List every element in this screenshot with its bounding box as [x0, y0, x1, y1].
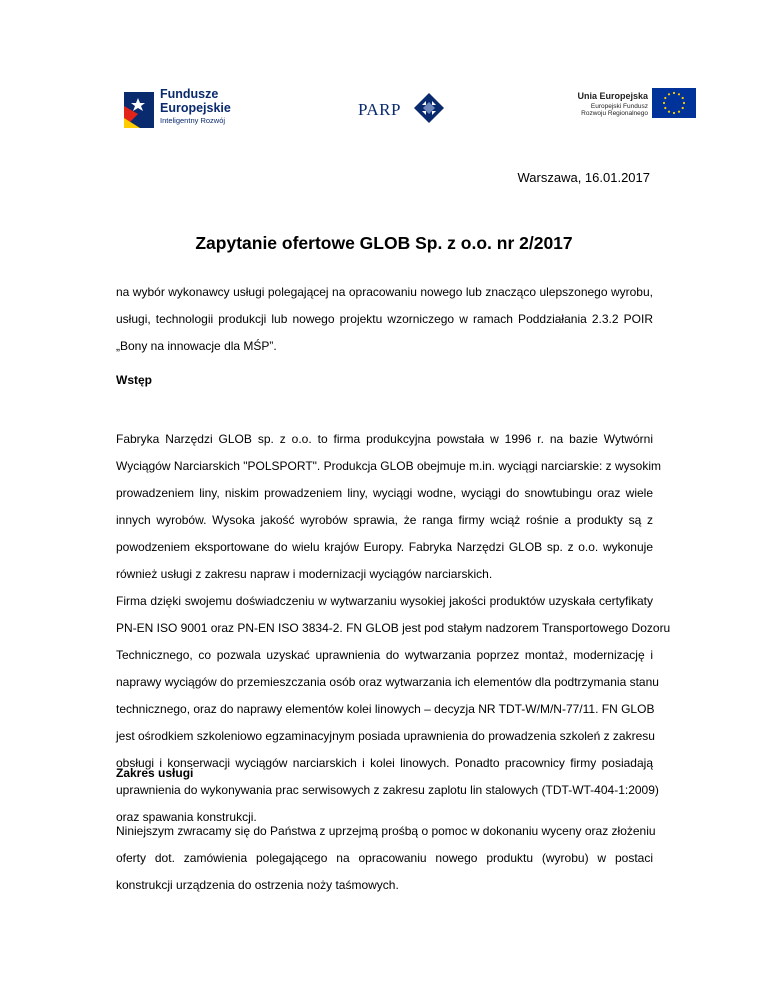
wstep-line: Technicznego, co pozwala uzyskać uprawnienia do wytwarzania poprzez montaż, modernizację i — [116, 648, 653, 662]
zakres-line: konstrukcji urządzenia do ostrzenia noży taśmowych. — [116, 878, 399, 892]
wstep-line: powodzeniem eksportowane do wielu krajów Europy. Fabryka Narzędzi GLOB sp. z o.o. wykonuje — [116, 540, 653, 554]
header-logos — [0, 84, 768, 134]
wstep-line: technicznego, oraz do naprawy elementów kolei linowych – decyzja NR TDT-W/M/N-77/11. FN GLOB — [116, 702, 655, 716]
intro-line: usługi, technologii produkcji lub nowego projektu wzorniczego w ramach Poddziałania 2.3.2 POIR — [116, 312, 653, 326]
eu-line1: Unia Europejska — [577, 91, 648, 101]
eu-line3: Rozwoju Regionalnego — [581, 110, 648, 118]
document-title: Zapytanie ofertowe GLOB Sp. z o.o. nr 2/2017 — [195, 233, 573, 253]
fundusze-europejskie-logo — [124, 86, 236, 134]
document-date: Warszawa, 16.01.2017 — [517, 170, 650, 185]
parp-text: PARP — [358, 100, 401, 119]
wstep-line: uprawnienia do wykonywania prac serwisowych z zakresu zaplotu lin stalowych (TDT-WT-404-1:2009) — [116, 783, 659, 797]
wstep-line: obsługi i konserwacji wyciągów narciarskich i kolei linowych. Ponadto pracownicy firmy posiadają — [116, 756, 653, 770]
section-heading-zakres: Zakres usługi — [116, 766, 194, 780]
wstep-line: naprawy wyciągów do przemieszczania osób oraz wytwarzania ich elementów dla podtrzymania stanu — [116, 675, 659, 689]
wstep-line: Fabryka Narzędzi GLOB sp. z o.o. to firma produkcyjna powstała w 1996 r. na bazie Wytwórni — [116, 432, 653, 446]
wstep-line: również usługi z zakresu napraw i modernizacji wyciągów narciarskich. — [116, 567, 493, 581]
intro-line: „Bony na innowacje dla MŚP”. — [116, 339, 277, 353]
fe-line3: Inteligentny Rozwój — [160, 116, 226, 125]
wstep-line: PN-EN ISO 9001 oraz PN-EN ISO 3834-2. FN GLOB jest pod stałym nadzorem Transportowego Dozoru — [116, 621, 671, 635]
eu-flag-icon — [652, 88, 696, 118]
wstep-line: Wyciągów Narciarskich "POLSPORT". Produkcja GLOB obejmuje m.in. wyciągi narciarskie: z wysokim — [116, 459, 662, 473]
intro-line: na wybór wykonawcy usługi polegającej na opracowaniu nowego lub znacząco ulepszonego wyrobu, — [116, 285, 653, 299]
fe-line2: Europejskie — [160, 100, 231, 115]
intro-paragraph — [116, 279, 653, 360]
wstep-line: prowadzeniem liny, niskim prowadzeniem liny, wyciągi wodne, wyciągi do snowtubingu oraz wiele — [116, 486, 653, 500]
fe-star-icon — [124, 92, 156, 128]
zakres-paragraph — [116, 818, 656, 899]
wstep-line: Firma dzięki swojemu doświadczeniu w wytwarzaniu wysokiej jakości produktów uzyskała certyfikaty — [116, 594, 653, 608]
zakres-line: oferty dot. zamówienia polegającego na opracowaniu nowego produktu (wyrobu) w postaci — [116, 851, 653, 865]
parp-logo — [358, 92, 448, 128]
section-heading-wstep: Wstęp — [116, 373, 152, 387]
zakres-line: Niniejszym zwracamy się do Państwa z uprzejmą prośbą o pomoc w dokonaniu wyceny oraz złożeniu — [116, 824, 656, 838]
wstep-line: oraz spawania konstrukcji. — [116, 810, 257, 824]
unia-europejska-logo — [560, 88, 700, 132]
fe-line1: Fundusze — [160, 87, 219, 101]
wstep-line: innych wyrobów. Wysoka jakość wyrobów sprawia, że ranga firmy wciąż rośnie a produkty są z — [116, 513, 653, 527]
eu-line2: Europejski Fundusz — [590, 103, 648, 111]
wstep-line: jest ośrodkiem szkoleniowo egzaminacyjnym posiada uprawnienia do prowadzenia szkoleń z zakresu — [116, 729, 655, 743]
parp-diamond-icon — [413, 92, 445, 124]
